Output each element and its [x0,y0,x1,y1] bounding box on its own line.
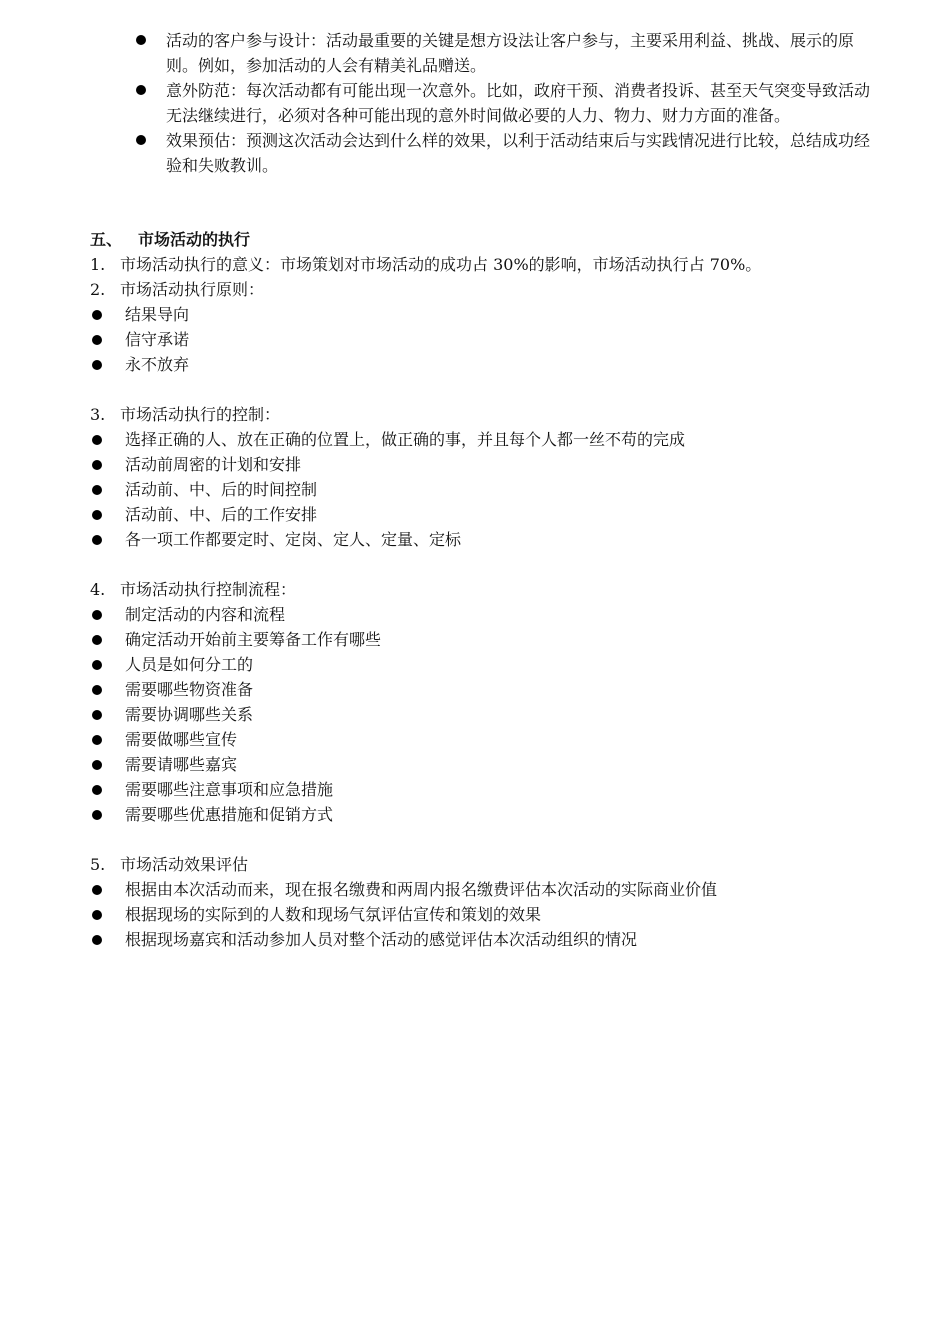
list-item-text: 选择正确的人、放在正确的位置上，做正确的事，并且每个人都一丝不苟的完成 [125,430,686,449]
list-item [90,452,870,477]
list-item [90,602,870,627]
item-text: 市场活动执行原则： [120,280,265,299]
list-item-text: 活动前、中、后的时间控制 [125,480,318,499]
bullet-icon [92,685,102,695]
numbered-item-5 [90,852,870,877]
bullet-icon [92,760,102,770]
list-item-text: 需要请哪些嘉宾 [125,755,238,774]
list-item [130,128,870,178]
bullet-icon [136,35,146,45]
process-list [90,602,870,827]
numbered-item-1 [90,252,870,277]
bullet-icon [92,360,102,370]
bullet-icon [92,510,102,520]
bullet-icon [92,435,102,445]
bullet-icon [92,535,102,545]
item-text: 市场活动效果评估 [120,855,249,874]
control-list [90,427,870,552]
list-item [90,802,870,827]
list-item-text: 各一项工作都要定时、定岗、定人、定量、定标 [125,530,462,549]
section-title: 市场活动的执行 [138,230,251,249]
bullet-icon [92,485,102,495]
numbered-item-2 [90,277,870,302]
item-number: 5. [90,855,106,874]
list-item [90,652,870,677]
item-number: 1. [90,255,106,274]
list-item-text: 确定活动开始前主要筹备工作有哪些 [125,630,382,649]
list-item-text: 需要做哪些宣传 [125,730,238,749]
list-item [130,28,870,78]
bullet-icon [92,660,102,670]
spacer [90,377,870,402]
item-number: 4. [90,580,106,599]
list-item [130,78,870,128]
list-item-text: 制定活动的内容和流程 [125,605,286,624]
bullet-icon [136,135,146,145]
list-item [90,302,870,327]
item-text: 市场活动执行的控制： [120,405,281,424]
list-item-text: 效果预估：预测这次活动会达到什么样的效果，以利于活动结束后与实践情况进行比较，总结成功经验和失败教训。 [166,131,871,175]
list-item-text: 活动前、中、后的工作安排 [125,505,318,524]
bullet-icon [92,935,102,945]
list-item-text: 结果导向 [125,305,190,324]
list-item [90,477,870,502]
bullet-icon [92,910,102,920]
list-item-text: 根据现场嘉宾和活动参加人员对整个活动的感觉评估本次活动组织的情况 [125,930,638,949]
item-number: 2. [90,280,106,299]
bullet-icon [92,810,102,820]
bullet-icon [92,710,102,720]
list-item-text: 永不放弃 [125,355,190,374]
top-bullet-list [130,28,870,178]
list-item [90,677,870,702]
list-item [90,352,870,377]
list-item [90,327,870,352]
list-item-text: 根据现场的实际到的人数和现场气氛评估宣传和策划的效果 [125,905,542,924]
bullet-icon [92,610,102,620]
bullet-icon [92,460,102,470]
list-item-text: 需要协调哪些关系 [125,705,254,724]
list-item [90,877,870,902]
list-item [90,702,870,727]
list-item [90,777,870,802]
list-item-text: 活动的客户参与设计：活动最重要的关键是想方设法让客户参与，主要采用利益、挑战、展示的原则。例如，参加活动的人会有精美礼品赠送。 [166,31,855,75]
list-item-text: 需要哪些优惠措施和促销方式 [125,805,334,824]
section-number: 五、 [90,230,123,249]
item-text: 市场活动执行的意义：市场策划对市场活动的成功占 30%的影响，市场活动执行占 70%。 [120,255,762,274]
list-item [90,727,870,752]
bullet-icon [92,335,102,345]
list-item [90,502,870,527]
list-item-text: 需要哪些物资准备 [125,680,254,699]
list-item-text: 需要哪些注意事项和应急措施 [125,780,334,799]
item-number: 3. [90,405,106,424]
bullet-icon [136,85,146,95]
spacer [90,827,870,852]
list-item-text: 根据由本次活动而来，现在报名缴费和两周内报名缴费评估本次活动的实际商业价值 [125,880,718,899]
list-item-text: 信守承诺 [125,330,190,349]
section-heading [90,227,870,252]
bullet-icon [92,785,102,795]
principles-list [90,302,870,377]
bullet-icon [92,310,102,320]
list-item [90,527,870,552]
list-item [90,427,870,452]
list-item [90,752,870,777]
list-item [90,927,870,952]
numbered-item-3 [90,402,870,427]
item-text: 市场活动执行控制流程： [120,580,297,599]
spacer [90,552,870,577]
list-item-text: 意外防范：每次活动都有可能出现一次意外。比如，政府干预、消费者投诉、甚至天气突变导致活动无法继续进行，必须对各种可能出现的意外时间做必要的人力、物力、财力方面的准备。 [166,81,871,125]
bullet-icon [92,635,102,645]
bullet-icon [92,885,102,895]
evaluation-list [90,877,870,952]
list-item-text: 人员是如何分工的 [125,655,254,674]
bullet-icon [92,735,102,745]
list-item-text: 活动前周密的计划和安排 [125,455,302,474]
list-item [90,627,870,652]
section-five [90,227,870,952]
numbered-item-4 [90,577,870,602]
list-item [90,902,870,927]
